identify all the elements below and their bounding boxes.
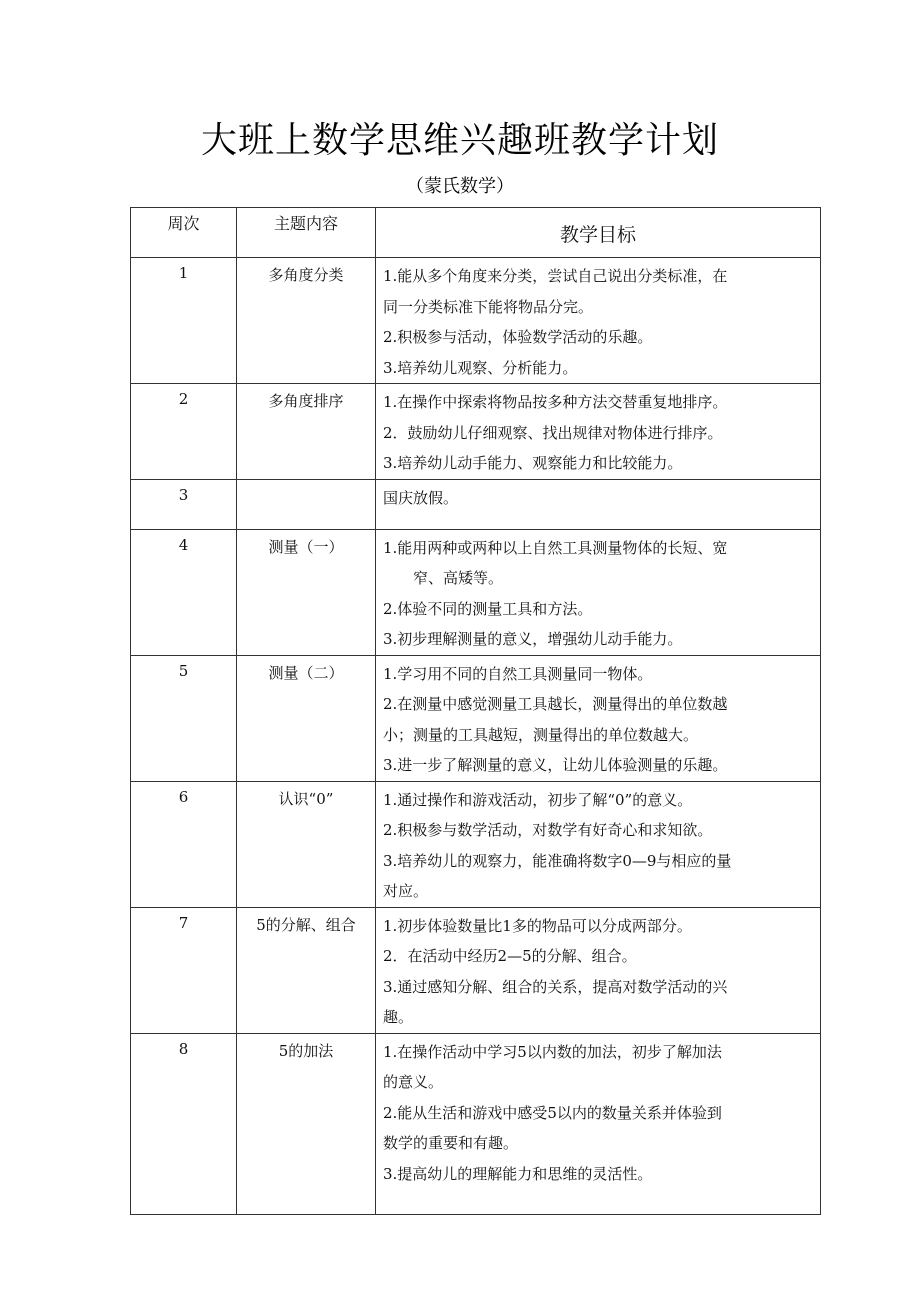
goal-line: 1.初步体验数量比1多的物品可以分成两部分。 (383, 916, 692, 935)
goals-cell (376, 479, 821, 529)
header-topic: 主题内容 (237, 208, 376, 258)
table-row (131, 1033, 821, 1214)
goal-line: 1.学习用不同的自然工具测量同一物体。 (383, 664, 653, 683)
table-row (131, 479, 821, 529)
table-body (131, 258, 821, 1215)
week-cell: 1 (131, 258, 237, 384)
goal-line: 的意义。 (383, 1073, 444, 1091)
week-cell: 3 (131, 479, 237, 529)
goal-line: 3.初步理解测量的意义，增强幼儿动手能力。 (383, 630, 683, 648)
table-row (131, 258, 821, 384)
goal-line: 3.培养幼儿的观察力，能准确将数字0—9与相应的量 (383, 851, 732, 870)
goal-line: 同一分类标准下能将物品分完。 (383, 297, 594, 316)
goal-line: 1.能从多个角度来分类，尝试自己说出分类标准，在 (383, 267, 728, 285)
goal-line: 2．在活动中经历2—5的分解、组合。 (383, 947, 637, 965)
goal-line: 2．鼓励幼儿仔细观察、找出规律对物体进行排序。 (383, 423, 723, 442)
goal-line: 2.在测量中感觉测量工具越长，测量得出的单位数越 (383, 695, 728, 713)
goal-line: 趣。 (383, 1008, 414, 1026)
goal-line: 3.通过感知分解、组合的关系，提高对数学活动的兴 (383, 977, 728, 996)
goal-line: 1.能用两种或两种以上自然工具测量物体的长短、宽 (383, 538, 728, 557)
goal-line: 国庆放假。 (383, 488, 459, 507)
goal-line: 小；测量的工具越短，测量得出的单位数越大。 (383, 725, 699, 744)
table-header-row (131, 208, 821, 258)
table-row (131, 655, 821, 781)
topic-cell: 5的分解、组合 (237, 907, 376, 1033)
goals-cell (376, 529, 821, 655)
table-row (131, 529, 821, 655)
header-week: 周次 (131, 208, 237, 258)
topic-cell: 测量（一） (237, 529, 376, 655)
goal-line: 3.提高幼儿的理解能力和思维的灵活性。 (383, 1164, 653, 1183)
topic-cell: 多角度分类 (237, 258, 376, 384)
goal-line: 2.积极参与数学活动，对数学有好奇心和求知欲。 (383, 821, 713, 839)
goal-line: 窄、高矮等。 (413, 569, 504, 587)
goal-line: 2.能从生活和游戏中感受5以内的数量关系并体验到 (383, 1103, 722, 1122)
goals-cell (376, 384, 821, 480)
goal-line: 3.培养幼儿动手能力、观察能力和比较能力。 (383, 454, 683, 472)
week-cell: 2 (131, 384, 237, 480)
goal-line: 1.在操作中探索将物品按多种方法交替重复地排序。 (383, 393, 728, 411)
teaching-plan-table (130, 207, 821, 1215)
goals-cell (376, 1033, 821, 1214)
goal-line: 2.体验不同的测量工具和方法。 (383, 599, 593, 618)
document-title: 大班上数学思维兴趣班教学计划 (200, 120, 719, 161)
goals-cell (376, 907, 821, 1033)
week-cell: 5 (131, 655, 237, 781)
topic-cell: 测量（二） (237, 655, 376, 781)
goals-cell (376, 258, 821, 384)
week-cell: 6 (131, 781, 237, 907)
goal-line: 1.在操作活动中学习5以内数的加法，初步了解加法 (383, 1042, 722, 1061)
week-cell: 7 (131, 907, 237, 1033)
table-row (131, 907, 821, 1033)
document-subtitle: （蒙氏数学） (406, 176, 514, 197)
table-row (131, 384, 821, 480)
goal-line: 3.进一步了解测量的意义，让幼儿体验测量的乐趣。 (383, 756, 728, 774)
topic-cell (237, 479, 376, 529)
topic-cell: 多角度排序 (237, 384, 376, 480)
goal-line: 1.通过操作和游戏活动，初步了解“0”的意义。 (383, 790, 693, 809)
header-goals: 教学目标 (376, 208, 821, 258)
week-cell: 4 (131, 529, 237, 655)
goal-line: 对应。 (383, 882, 429, 900)
goal-line: 3.培养幼儿观察、分析能力。 (383, 358, 578, 377)
goals-cell (376, 655, 821, 781)
goal-line: 2.积极参与活动，体验数学活动的乐趣。 (383, 328, 653, 346)
week-cell: 8 (131, 1033, 237, 1214)
table-row (131, 781, 821, 907)
topic-cell: 5的加法 (237, 1033, 376, 1214)
topic-cell: 认识“0” (237, 781, 376, 907)
goal-line: 数学的重要和有趣。 (383, 1134, 519, 1152)
goals-cell (376, 781, 821, 907)
